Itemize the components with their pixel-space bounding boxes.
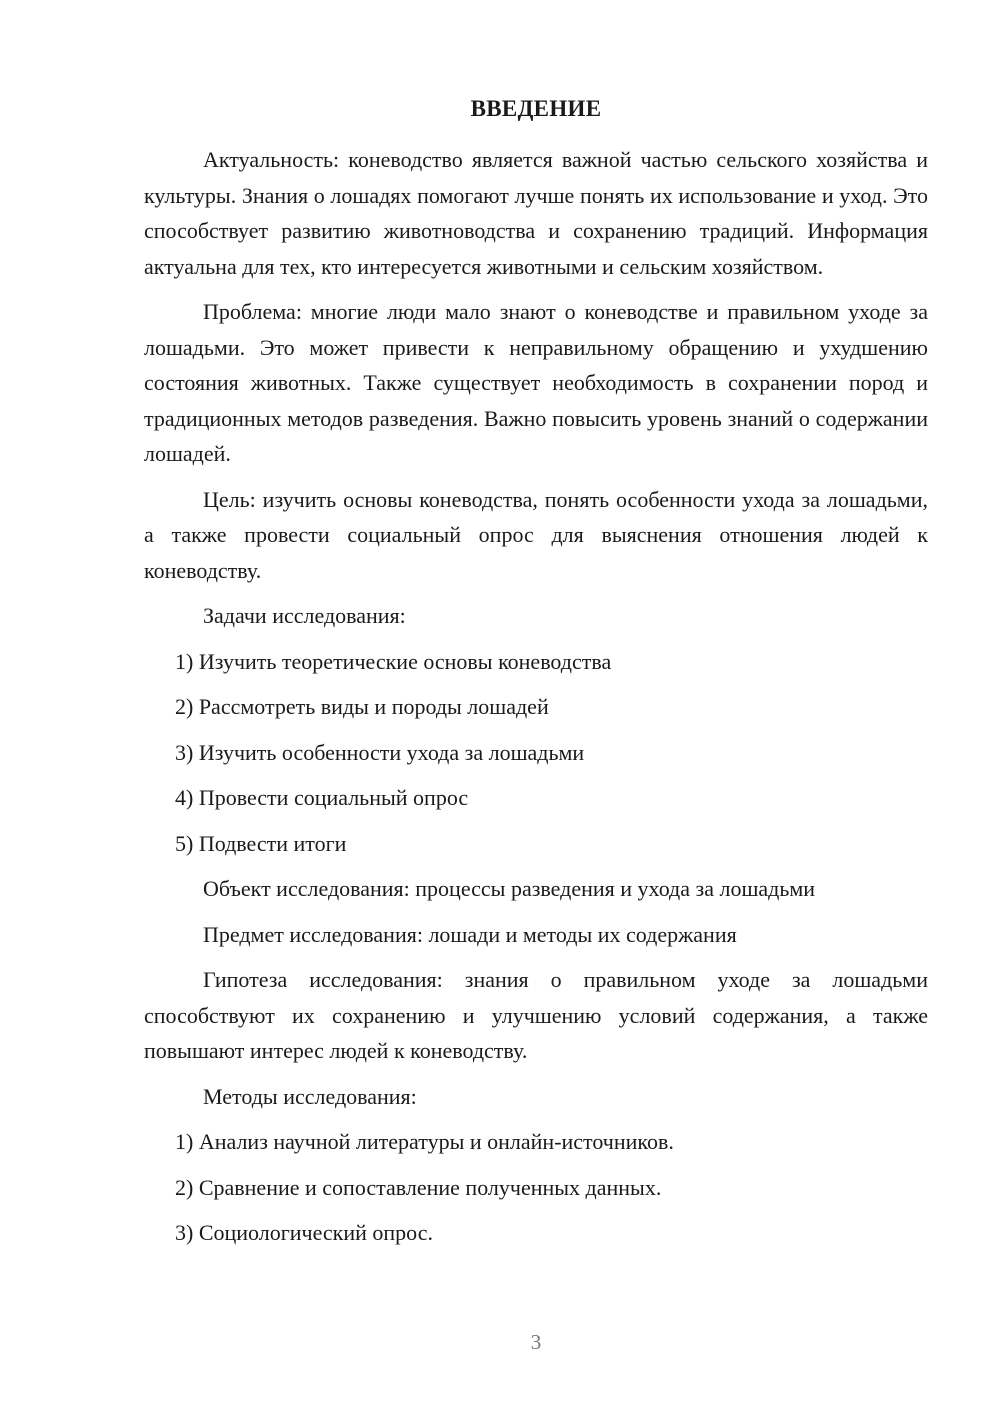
list-item: 1) Изучить теоретические основы коневодства bbox=[175, 648, 612, 674]
hypothesis-paragraph: Гипотеза исследования: знания о правильном уходе за лошадьми способствуют их сохранению и улучшению условий содержания, а также повышают интерес людей к коневодству. bbox=[144, 967, 928, 1063]
list-item: 2) Сравнение и сопоставление полученных данных. bbox=[175, 1174, 662, 1200]
tasks-list bbox=[144, 644, 928, 862]
document-body bbox=[144, 142, 928, 1251]
tasks-heading: Задачи исследования: bbox=[203, 603, 406, 628]
goal-paragraph: Цель: изучить основы коневодства, понять особенности ухода за лошадьми, а также провести социальный опрос для выяснения отношения людей к коневодству. bbox=[144, 486, 928, 583]
problem-paragraph: Проблема: многие люди мало знают о коневодстве и правильном уходе за лошадьми. Это может привести к неправильному обращению и ухудшению состояния животных. Также существует необходимость в сохранении пород и традиционных методов разведения. Важно повысить уровень знаний о содержании лошадей. bbox=[144, 299, 928, 466]
list-item: 1) Анализ научной литературы и онлайн-источников. bbox=[175, 1129, 674, 1154]
list-item: 3) Социологический опрос. bbox=[175, 1220, 433, 1245]
section-title: ВВЕДЕНИЕ bbox=[470, 96, 602, 121]
list-item: 4) Провести социальный опрос bbox=[175, 785, 469, 810]
methods-list bbox=[144, 1124, 928, 1251]
research-subject: Предмет исследования: лошади и методы их содержания bbox=[203, 921, 737, 947]
list-item: 3) Изучить особенности ухода за лошадьми bbox=[175, 739, 585, 765]
methods-heading: Методы исследования: bbox=[203, 1083, 417, 1109]
relevance-paragraph: Актуальность: коневодство является важной частью сельского хозяйства и культуры. Знания о лошадях помогают лучше понять их использование и уход. Это способствует развитию животноводства и сохранению традиций. Информация актуальна для тех, кто интересуется животными и сельским хозяйством. bbox=[144, 147, 928, 279]
list-item: 5) Подвести итоги bbox=[175, 830, 347, 856]
research-object: Объект исследования: процессы разведения и ухода за лошадьми bbox=[203, 876, 816, 901]
list-item: 2) Рассмотреть виды и породы лошадей bbox=[175, 694, 549, 719]
page-number: 3 bbox=[530, 1330, 542, 1354]
